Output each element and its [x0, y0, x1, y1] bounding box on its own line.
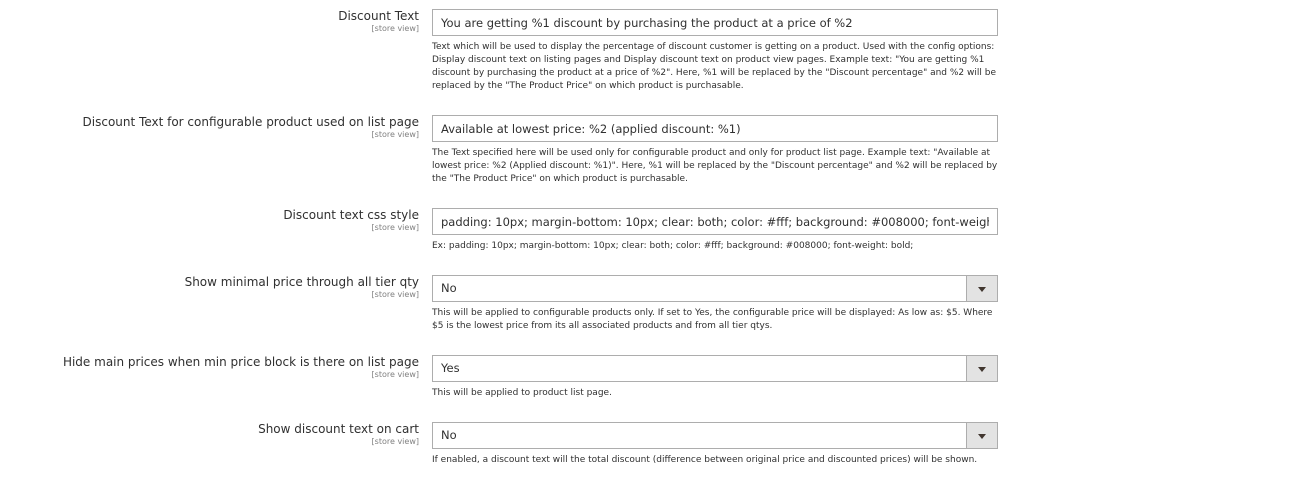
field-label: Show minimal price through all tier qty	[184, 275, 419, 289]
discount-text-cart-select[interactable]	[432, 422, 998, 449]
discount-text-input[interactable]	[432, 9, 998, 36]
scope-label: [store view]	[371, 130, 419, 139]
field-note: If enabled, a discount text will the total discount (difference between original price and discounted prices) will be shown.	[432, 455, 978, 465]
field-note: Text which will be used to display the percentage of discount customer is getting on a product. Used with the config options: Display discount text on listing pages and Display discount text on product view pages. Example text: "You are getting %1 discount by purchasing the product at a price of %2". Here, %1 will be replaced by the "Discount percentage" and %2 will be replaced by the "The Product Price" on which product is purchasable.	[432, 42, 996, 91]
selected-value: Yes	[441, 361, 460, 375]
dropdown-toggle[interactable]	[966, 356, 997, 381]
chevron-down-icon	[978, 367, 986, 372]
selected-value: No	[441, 281, 457, 295]
selected-value: No	[441, 428, 457, 442]
scope-label: [store view]	[371, 370, 419, 379]
field-note: The Text specified here will be used only for configurable product and only for product list page. Example text: "Available at lowest price: %2 (Applied discount: %1)". Here, %1 will be replaced by the "Discount percentage" and %2 will be replaced by the "The Product Price" on which product is purchasable.	[432, 148, 998, 184]
chevron-down-icon	[978, 434, 986, 439]
scope-label: [store view]	[371, 223, 419, 232]
field-note: This will be applied to product list page.	[432, 388, 612, 398]
field-note: This will be applied to configurable products only. If set to Yes, the configurable price will be displayed: As low as: $5. Where $5 is the lowest price from its all associated products and from all tier qtys.	[432, 308, 993, 331]
chevron-down-icon	[978, 287, 986, 292]
field-label: Discount Text for configurable product used on list page	[82, 115, 419, 129]
scope-label: [store view]	[371, 24, 419, 33]
field-label: Discount text css style	[283, 208, 419, 222]
hide-main-prices-select[interactable]	[432, 355, 998, 382]
field-label: Discount Text	[338, 9, 419, 23]
discount-css-input[interactable]	[432, 208, 998, 235]
configurable-discount-text-input[interactable]	[432, 115, 998, 142]
dropdown-toggle[interactable]	[966, 423, 997, 448]
scope-label: [store view]	[371, 437, 419, 446]
field-label: Show discount text on cart	[258, 422, 419, 436]
dropdown-toggle[interactable]	[966, 276, 997, 301]
minimal-price-select[interactable]	[432, 275, 998, 302]
field-note: Ex: padding: 10px; margin-bottom: 10px; clear: both; color: #fff; background: #008000; font-weight: bold;	[432, 241, 914, 251]
scope-label: [store view]	[371, 290, 419, 299]
field-label: Hide main prices when min price block is there on list page	[62, 355, 419, 369]
